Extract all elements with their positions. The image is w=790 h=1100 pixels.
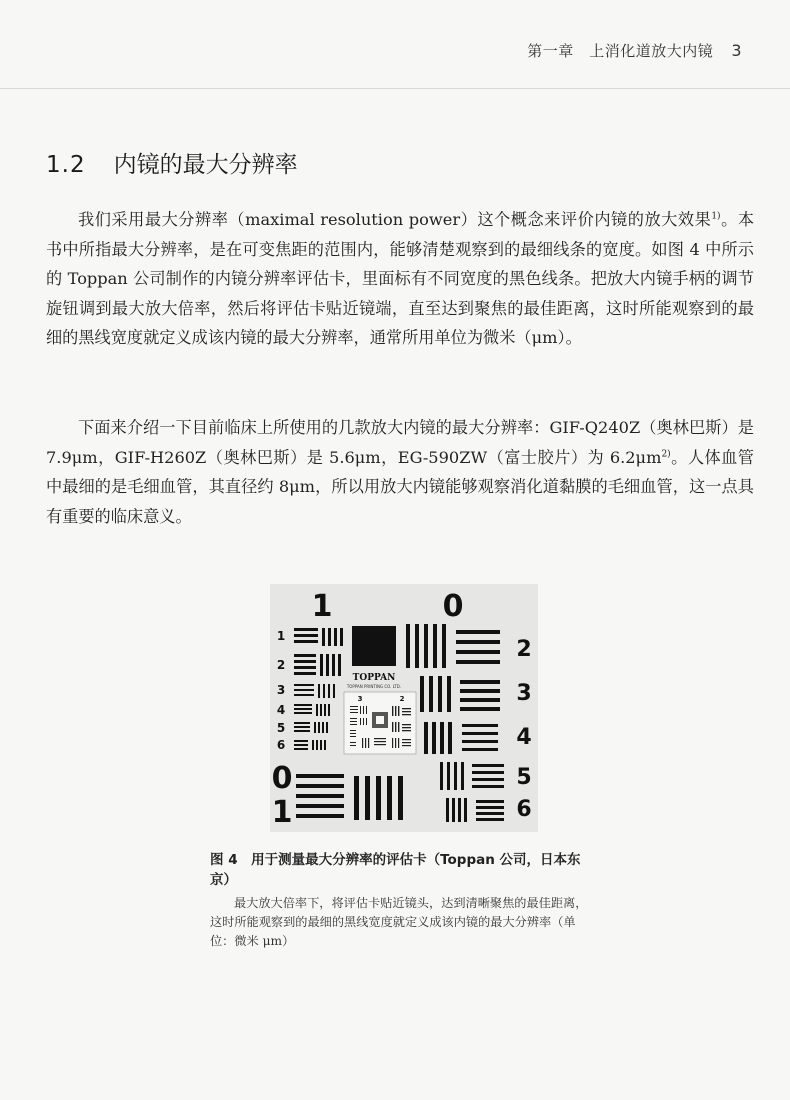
bottom-label: 0 [271,761,293,796]
running-header [527,40,742,61]
brand-subtitle: TOPPAN PRINTING CO. LTD. [346,684,402,689]
paragraph-1 [46,205,754,353]
test-card-graphic [270,584,538,832]
paragraph-1-text-a: 我们采用最大分辨率（maximal resolution power）这个概念来评价内镜的放大效果 [78,210,712,229]
group-label-0: 0 [442,589,464,624]
right-label: 4 [516,725,532,750]
section-number: 1.2 [46,152,86,178]
section-heading [46,146,298,179]
bottom-label: 1 [271,795,293,830]
chapter-title: 第一章 上消化道放大内镜 [527,42,714,60]
figure-caption: 图 4 用于测量最大分辨率的评估卡（Toppan 公司，日本东京） [210,852,581,888]
left-label: 6 [276,738,286,752]
group-label-1: 1 [311,589,333,624]
paragraph-2-text-a: 下面来介绍一下目前临床上所使用的几款放大内镜的最大分辨率：GIF-Q240Z（奥林巴斯）是 7.9μm，GIF-H260Z（奥林巴斯）是 5.6μm，EG-590ZW（富士胶片）为 6.2μm [46,418,754,467]
right-label: 5 [516,765,532,790]
inner-label: 3 [357,695,363,703]
left-label: 3 [276,683,286,697]
figure-caption-note: 最大放大倍率下，将评估卡贴近镜头，达到清晰聚焦的最佳距离，这时所能观察到的最细的黑线宽度就定义成该内镜的最大分辨率（单位：微米 μm） [210,896,588,948]
footnote-ref-1: 1) [711,211,721,222]
right-label: 3 [516,681,532,706]
footnote-ref-2: 2) [661,449,671,460]
header-rule [0,88,790,89]
left-label: 4 [276,703,286,717]
section-title: 内镜的最大分辨率 [113,152,298,178]
resolution-test-card [270,584,538,832]
paragraph-2 [46,413,754,531]
left-label: 2 [276,658,286,672]
paragraph-1-text-b: 。本书中所指最大分辨率，是在可变焦距的范围内，能够清楚观察到的最细线条的宽度。如图 4 中所示的 Toppan 公司制作的内镜分辨率评估卡，里面标有不同宽度的黑色线条。把放大内镜手柄的调节旋钮调到最大放大倍率，然后将评估卡贴近镜端，直至达到聚焦的最佳距离，这时所能观察到的最细的黑线宽度就定义成该内镜的最大分辨率，通常所用单位为微米（μm）。 [46,210,755,347]
left-label: 1 [276,629,286,643]
right-label: 6 [516,797,532,822]
paragraph-2-text-b: 。人体血管中最细的是毛细血管，其直径约 8μm，所以用放大内镜能够观察消化道黏膜的毛细血管，这一点具有重要的临床意义。 [46,447,754,526]
left-label: 5 [276,721,286,735]
brand-label: TOPPAN [352,673,396,683]
inner-label: 2 [399,695,405,703]
right-label: 2 [516,637,532,662]
page-number: 3 [731,41,742,60]
